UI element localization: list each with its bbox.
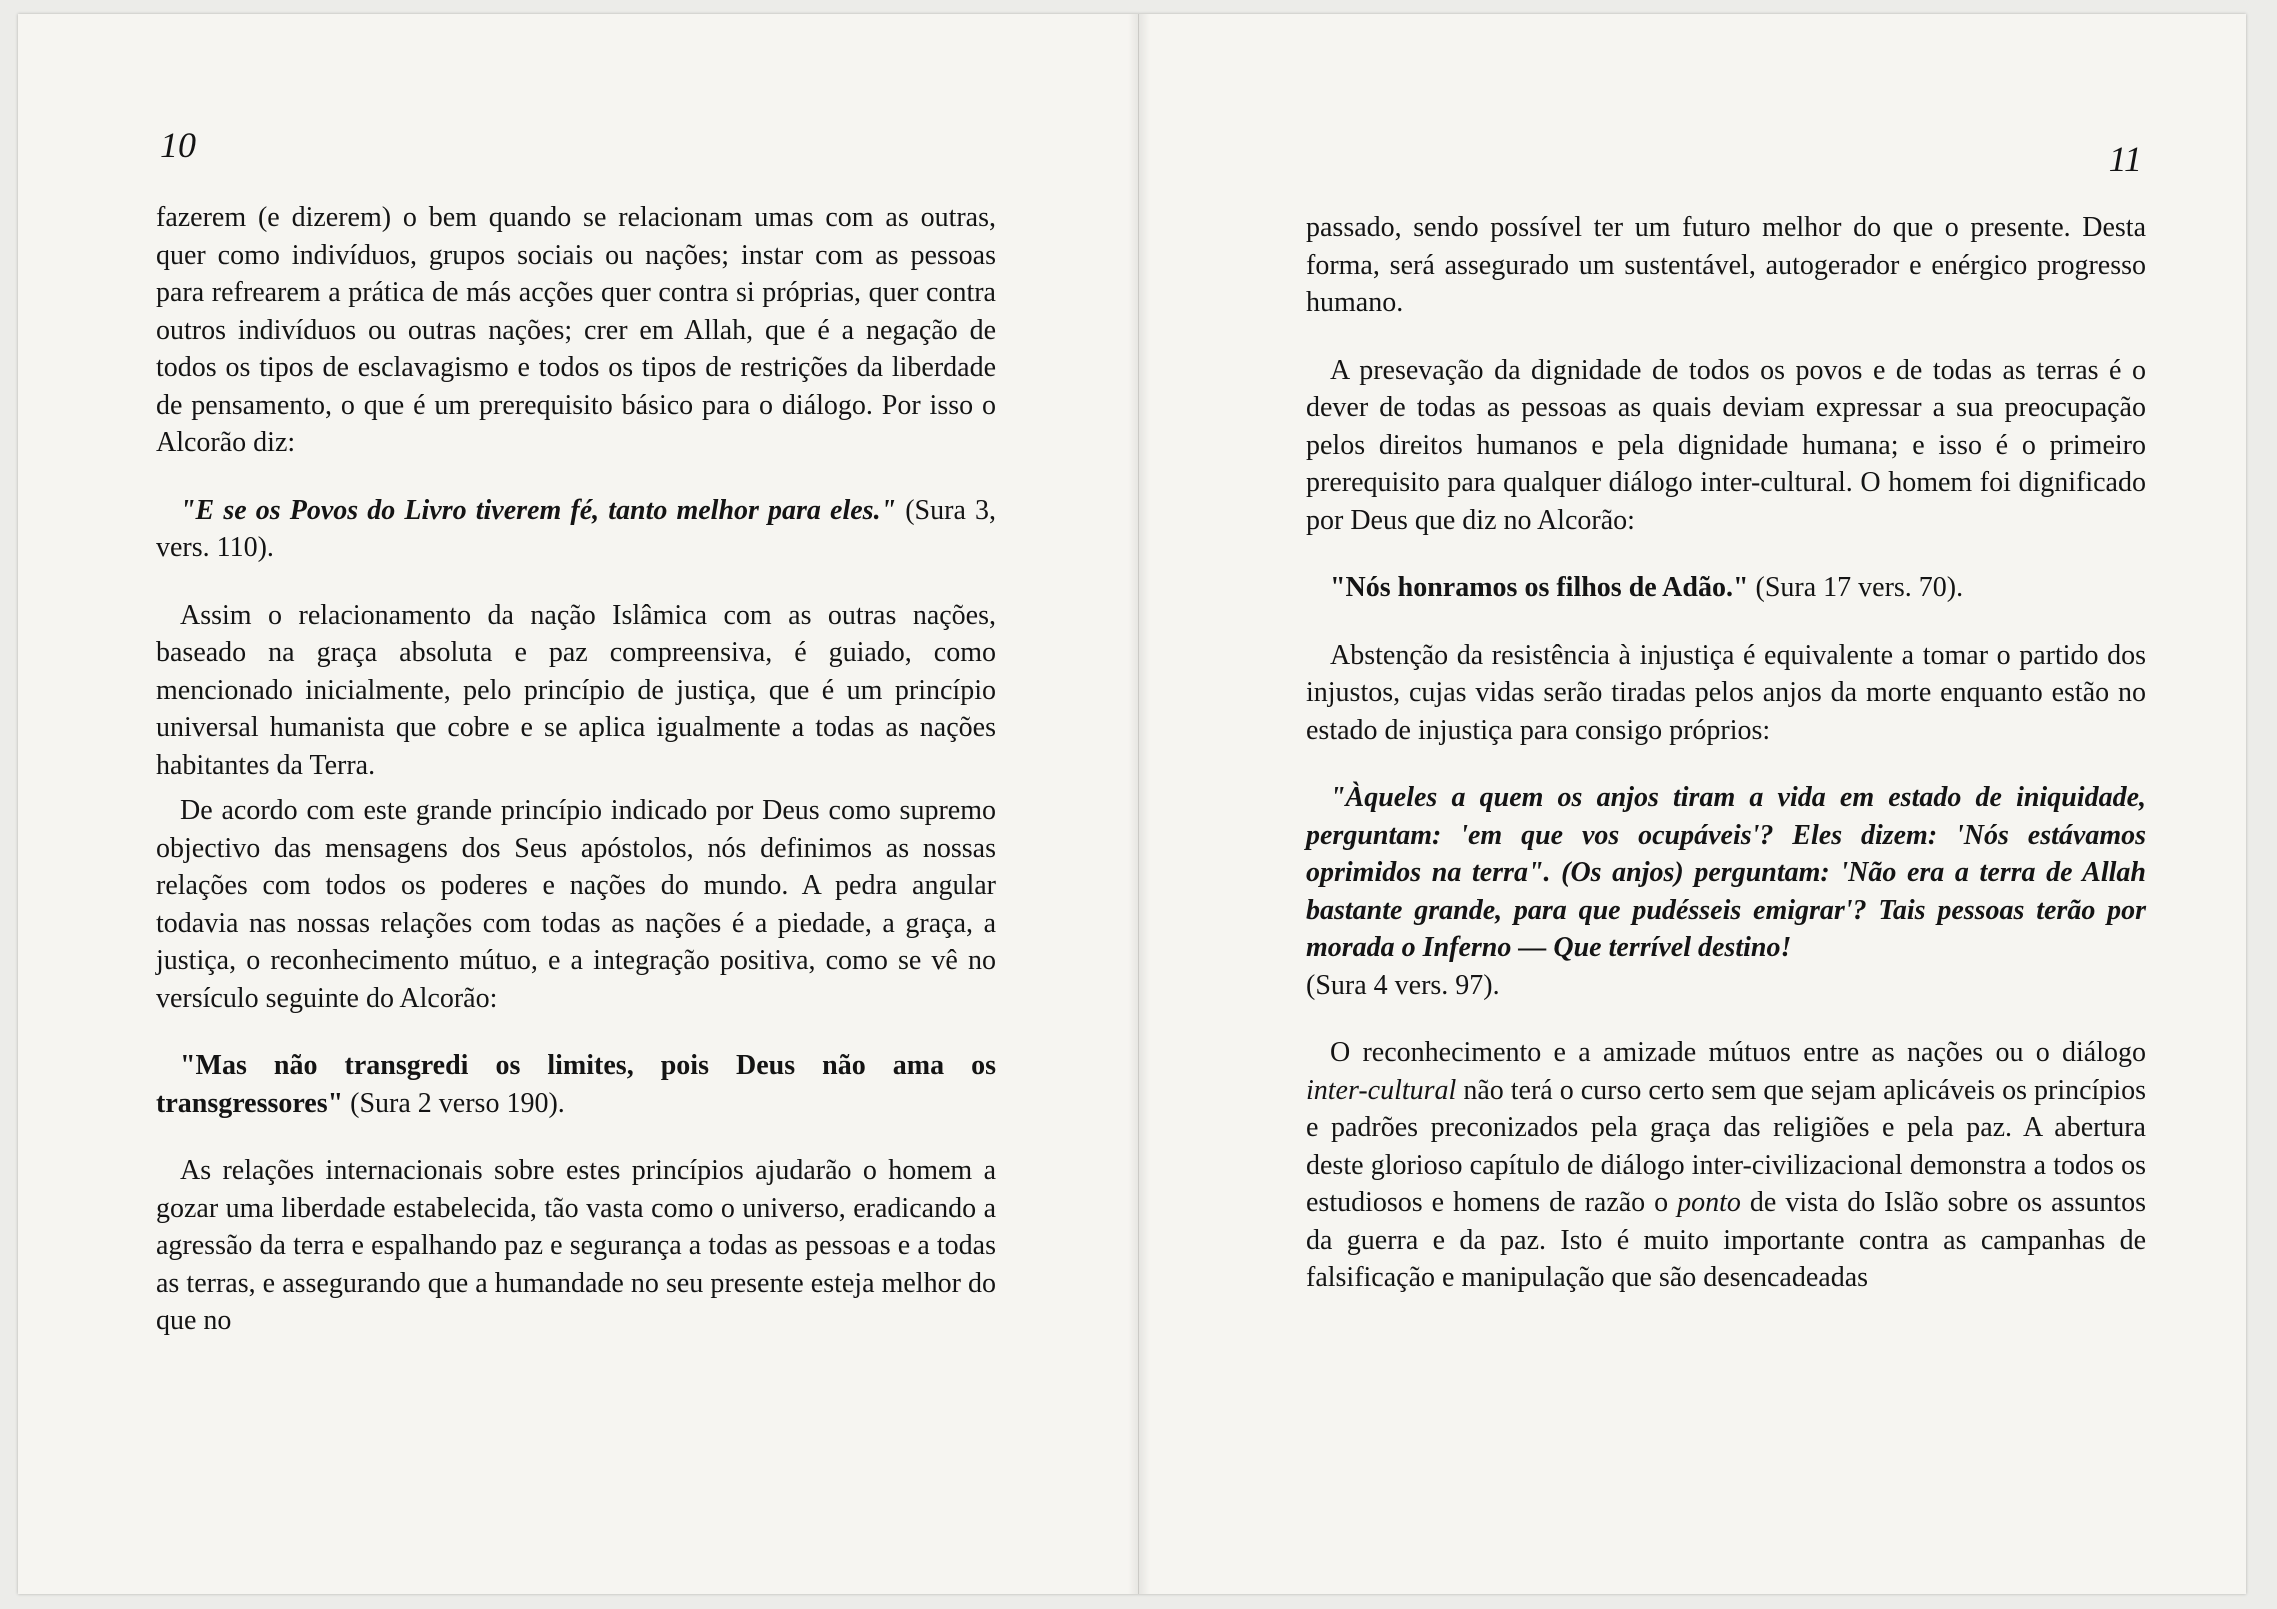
text-run: O reconhecimento e a amizade mútuos entre as nações ou o diálogo [1330, 1037, 2146, 1068]
text-run: não terá o curso certo sem que sejam aplicáveis os princípios e padrões preconizados pela graça das religiões e pela paz. A abertura deste glorioso capítulo de diálogo inter-civilizacional demonstra a todos os estudiosos e homens de razão o [1306, 1074, 2146, 1218]
quote-paragraph [1306, 569, 2146, 607]
page-number-left: 10 [160, 125, 196, 165]
left-page [18, 14, 1139, 1594]
paragraph: As relações internacionais sobre estes princípios ajudarão o homem a gozar uma liberdade estabelecida, tão vasta como o universo, eradicando a agressão da terra e espalhando paz e segurança a todas as pessoas e a todas as terras, e assegurando que a humandade no seu presente esteja melhor do que no [156, 1155, 996, 1336]
paragraph: fazerem (e dizerem) o bem quando se relacionam umas com as outras, quer como indivíduos, grupos sociais ou nações; instar com as pessoas para refrearem a prática de más acções quer contra si próprias, quer contra outros indivíduos ou outras nações; crer em Allah, que é a negação de todos os tipos de esclavagismo e todos os tipos de restrições da liberdade de pensamento, o que é um prerequisito básico para o diálogo. Por isso o Alcorão diz: [156, 202, 996, 458]
quote-reference: (Sura 3, vers. 110). [156, 494, 996, 563]
paragraph: De acordo com este grande princípio indicado por Deus como supremo objectivo das mensagens dos Seus apóstolos, nós definimos as nossas relações com todos os poderes e nações do mundo. A pedra angular todavia nas nossas relações com todas as nações é a piedade, a graça, a justiça, o reconhecimento mútuo, e a integração positiva, como se vê no versículo seguinte do Alcorão: [156, 795, 996, 1014]
emphasis: ponto [1677, 1187, 1741, 1218]
paragraph: Assim o relacionamento da nação Islâmica com as outras nações, baseado na graça absoluta e paz compreensiva, é guiado, como mencionado inicialmente, pelo princípio de justiça, que é um princípio universal humanista que cobre e se aplica igualmente a todas as nações habitantes da Terra. [156, 599, 996, 781]
quote: "Àqueles a quem os anjos tiram a vida em estado de iniquidade, perguntam: 'em que vos ocupáveis'? Eles dizem: 'Nós estávamos oprimidos na terra". (Os anjos) perguntam: 'Não era a terra de Allah bastante grande, para que pudésseis emigrar'? Tais pessoas terão por morada o Inferno — Que terrível destino! [1306, 782, 2146, 963]
quote-paragraph [156, 492, 996, 567]
quote: "Nós honramos os filhos de Adão." [1330, 572, 1749, 603]
left-page-text [156, 199, 996, 1370]
paragraph: A presevação da dignidade de todos os povos e de todas as terras é o dever de todas as pessoas as quais deviam expressar a sua preocupação pelos direitos humanos e pela dignidade humana; e isso é o primeiro prerequisito para qualquer diálogo inter-cultural. O homem foi dignificado por Deus que diz no Alcorão: [1306, 354, 2146, 536]
quote-reference: (Sura 4 vers. 97). [1306, 969, 1500, 1001]
quote-reference: (Sura 2 verso 190). [343, 1087, 565, 1119]
paragraph [1306, 1034, 2146, 1297]
emphasis: inter-cultural [1306, 1074, 1457, 1106]
book-spread [18, 14, 2246, 1594]
paragraph: Abstenção da resistência à injustiça é equivalente a tomar o partido dos injustos, cujas vidas serão tiradas pelos anjos da morte enquanto estão no estado de injustiça para consigo próprios: [1306, 639, 2146, 746]
quote-reference: (Sura 17 vers. 70). [1748, 572, 1964, 603]
paragraph: passado, sendo possível ter um futuro melhor do que o presente. Desta forma, será assegurado um sustentável, autogerador e enérgico progresso humano. [1306, 212, 2146, 318]
quote-paragraph [156, 1047, 996, 1122]
text-run: de vista do Islão sobre os assuntos da guerra e da paz. Isto é muito importante contra as campanhas de falsificação e manipulação que são desencadeadas [1306, 1187, 2146, 1293]
quote-paragraph [1306, 779, 2146, 1004]
right-page [1140, 14, 2246, 1594]
page-number-right: 11 [2108, 139, 2142, 179]
right-page-text [1306, 209, 2146, 1327]
quote: "E se os Povos do Livro tiverem fé, tanto melhor para eles." [180, 494, 897, 526]
quote: "Mas não transgredi os limites, pois Deus não ama os transgressores" [156, 1050, 996, 1119]
book-gutter [1128, 14, 1150, 1594]
